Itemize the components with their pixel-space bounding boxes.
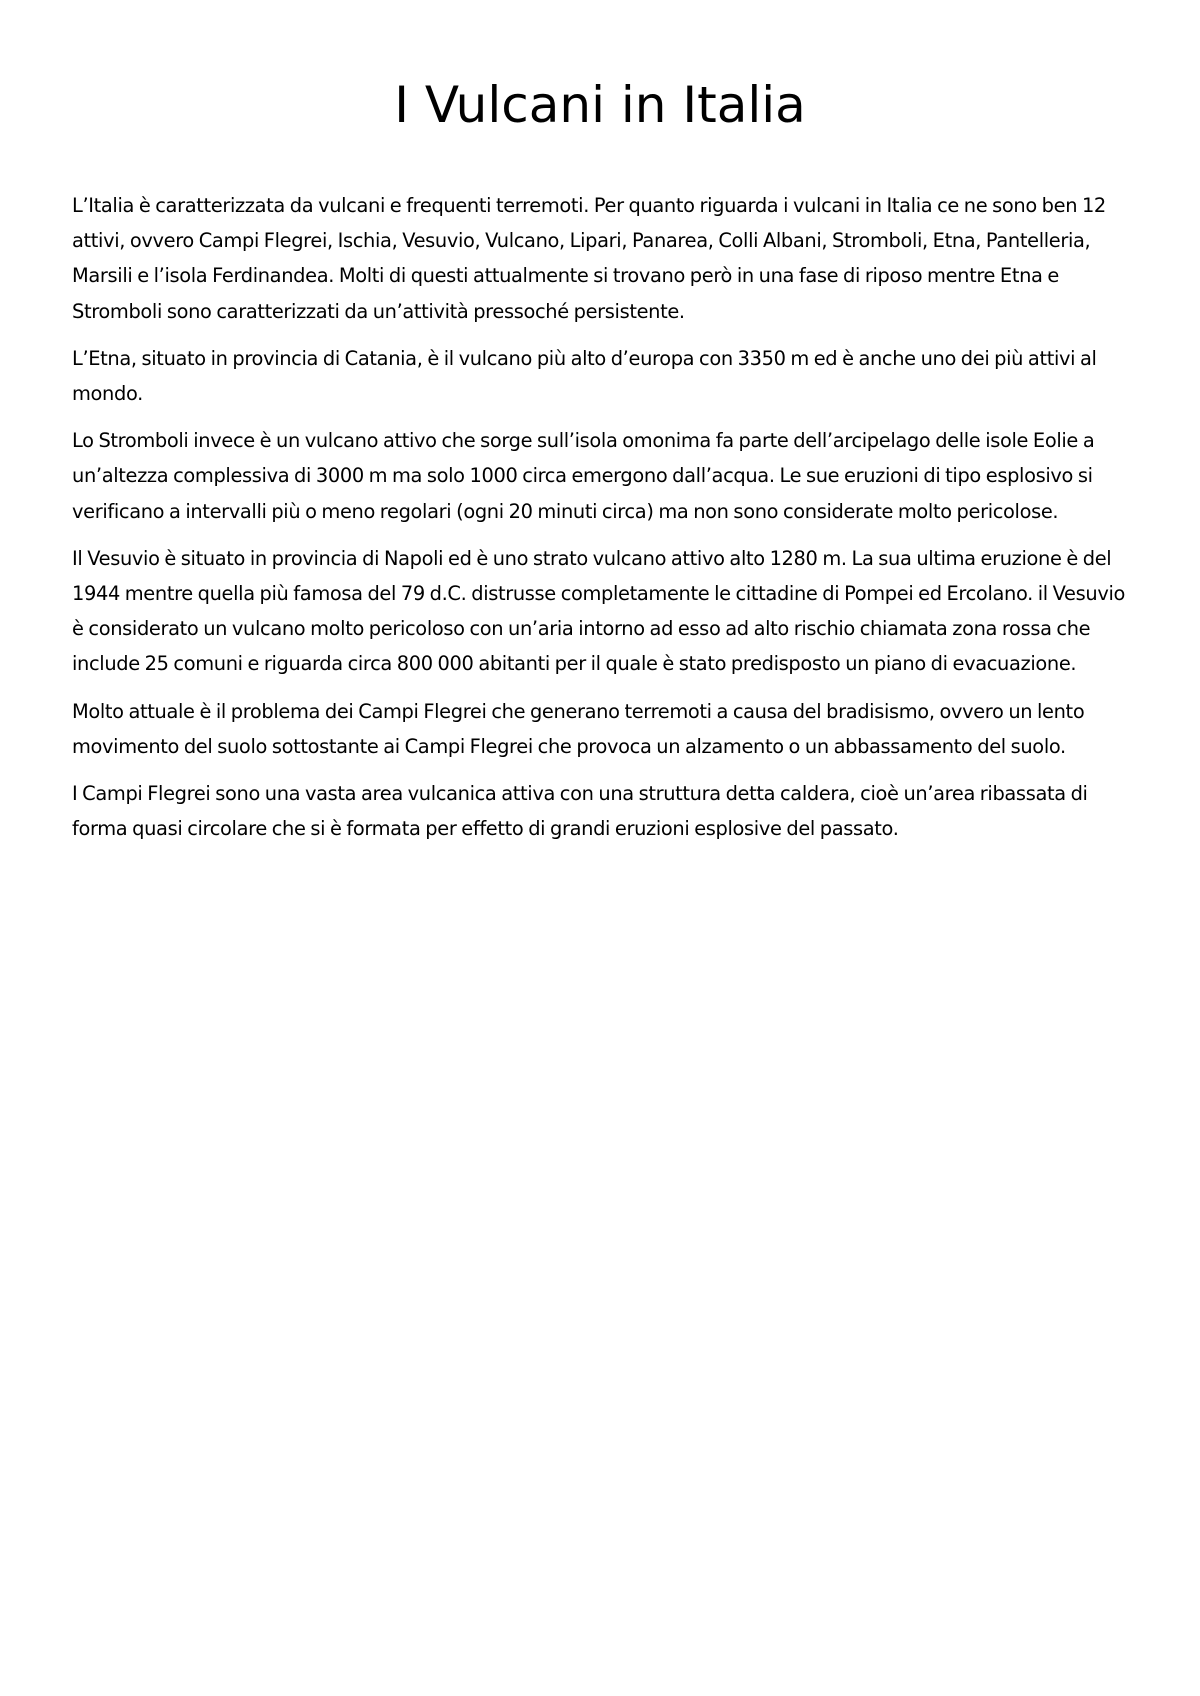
paragraph-campi-flegrei-bradisismo: Molto attuale è il problema dei Campi Flegrei che generano terremoti a causa del bradisismo, ovvero un lento movimento del suolo sottostante ai Campi Flegrei che provoca un alzamento o un abbassamento del suolo. [72, 699, 1085, 758]
paragraph-stromboli: Lo Stromboli invece è un vulcano attivo che sorge sull’isola omonima fa parte dell’arcipelago delle isole Eolie a un’altezza complessiva di 3000 m ma solo 1000 circa emergono dall’acqua. Le sue eruzioni di tipo esplosivo si verificano a intervalli più o meno regolari (ogni 20 minuti circa) ma non sono considerate molto pericolose. [72, 429, 1095, 523]
document-body [72, 188, 1138, 858]
document-title: I Vulcani in Italia [394, 76, 806, 134]
paragraph-campi-flegrei-caldera: I Campi Flegrei sono una vasta area vulcanica attiva con una struttura detta caldera, cioè un’area ribassata di forma quasi circolare che si è formata per effetto di grandi eruzioni esplosive del passato. [72, 782, 1088, 841]
paragraph-italia-vulcani: L’Italia è caratterizzata da vulcani e frequenti terremoti. Per quanto riguarda i vulcani in Italia ce ne sono ben 12 attivi, ovvero Campi Flegrei, Ischia, Vesuvio, Vulcano, Lipari, Panarea, Colli Albani, Stromboli, Etna, Pantelleria, Marsili e l’isola Ferdinandea. Molti di questi attualmente si trovano però in una fase di riposo mentre Etna e Stromboli sono caratterizzati da un’attività pressoché persistente. [72, 194, 1106, 323]
paragraph-vesuvio: Il Vesuvio è situato in provincia di Napoli ed è uno strato vulcano attivo alto 1280 m. La sua ultima eruzione è del 1944 mentre quella più famosa del 79 d.C. distrusse completamente le cittadine di Pompei ed Ercolano. il Vesuvio è considerato un vulcano molto pericoloso con un’aria intorno ad esso ad alto rischio chiamata zona rossa che include 25 comuni e riguarda circa 800 000 abitanti per il quale è stato predisposto un piano di evacuazione. [72, 546, 1126, 676]
paragraph-etna: L’Etna, situato in provincia di Catania, è il vulcano più alto d’europa con 3350 m ed è anche uno dei più attivi al mondo. [72, 346, 1097, 406]
